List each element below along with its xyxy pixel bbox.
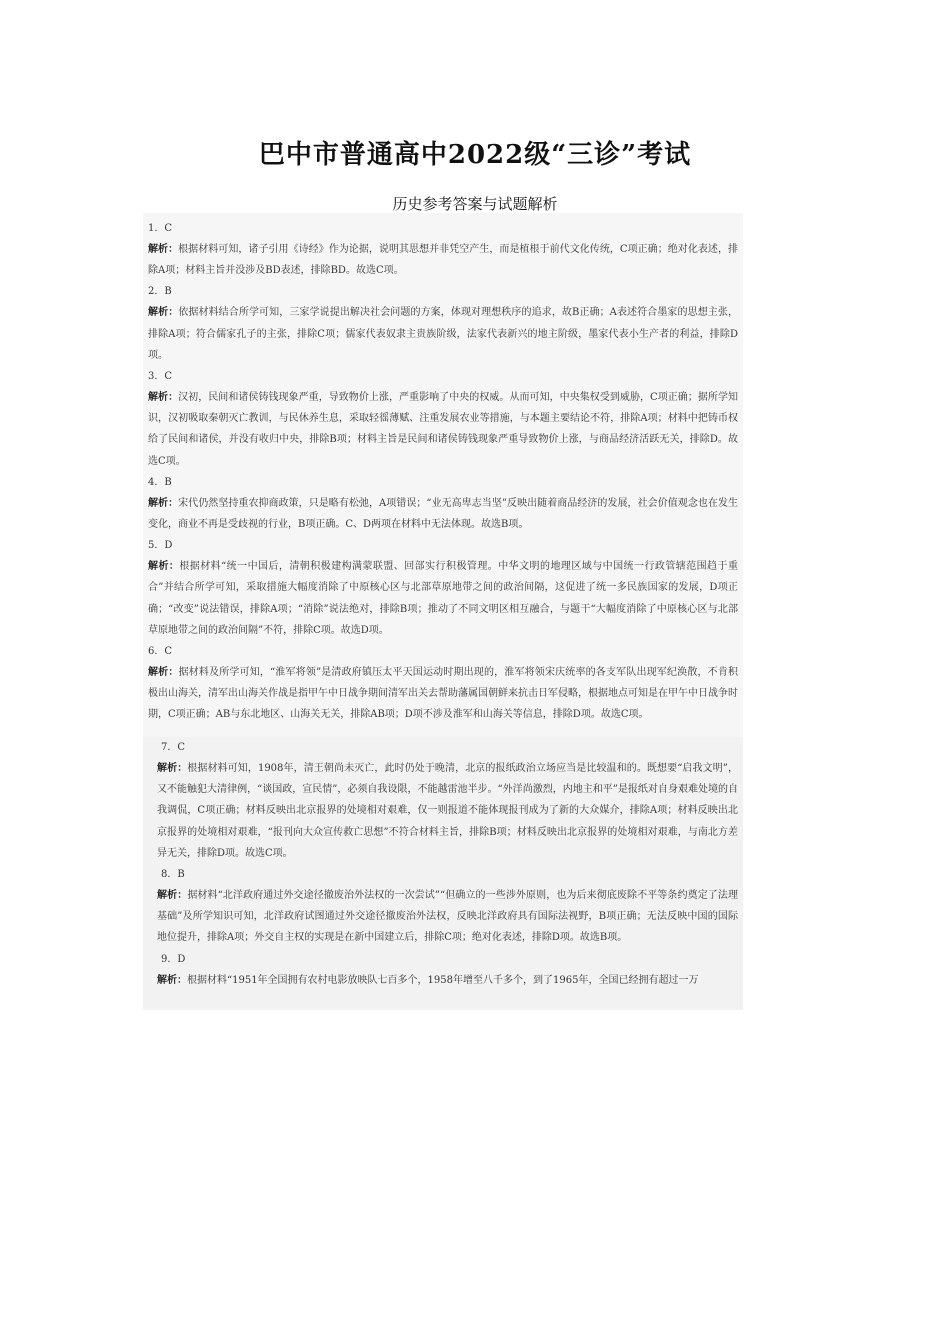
answer-number: 9．D [161,953,186,965]
answer-number: 2．B [148,286,172,298]
answer-explanation: 解析：根据材料可知，1908年，清王朝尚未灭亡，此时仍处于晚清，北京的报纸政治立场应当是比较温和的。既想要“启我文明”，又不能触犯大清律例，“谈国政，宣民情”，必须自我设限，不能越雷池半步。“外洋尚激烈，内地主和平”是报纸对自身艰难处境的自我调侃，C项正确；材料反映出北京报界的处境相对艰难，仅一则报道不能体现报刊成为了新的大众媒介，排除A项；材料反映出北京报界的处境相对艰难，“报刊向大众宣传救亡思想”不符合材料主旨，排除B项；材料反映出北京报界的处境相对艰难，与南北方差异无关，排除D项。故选C项。 [157,763,738,859]
page-subtitle: 历史参考答案与试题解析 [392,195,558,213]
answer-number: 5．D [148,540,173,552]
answer-number: 3．C [148,371,173,383]
answer-scan-block-2 [143,737,743,1010]
answer-explanation: 解析：据材料及所学可知，“淮军将领”是清政府镇压太平天国运动时期出现的，淮军将领宋庆统率的各支军队出现军纪涣散，不肯积极出山海关，清军出山海关作战是指甲午中日战争期间清军出关去帮助藩属国朝鲜来抗击日军侵略，根据地点可知是在甲午中日战争时期，C项正确；AB与东北地区、山海关无关，排除AB项；D项不涉及淮军和山海关等信息，排除D项。故选C项。 [148,667,738,721]
answer-explanation: 解析：宋代仍然坚持重农抑商政策，只是略有松弛，A项错误；“业无高卑志当坚”反映出随着商品经济的发展，社会价值观念也在发生变化，商业不再是受歧视的行业，B项正确。C、D两项在材料中无法体现。故选B项。 [148,497,739,531]
answer-number: 8．B [161,869,185,881]
answer-explanation: 解析：依据材料结合所学可知，三家学说提出解决社会问题的方案，体现对理想秩序的追求，故B正确；A表述符合墨家的思想主张，排除A项；符合儒家孔子的主张，排除C项；儒家代表奴隶主贵族阶级，法家代表新兴的地主阶级，墨家代表小生产者的利益，排除D项。 [148,307,739,361]
answer-number: 6．C [148,646,173,658]
answer-number: 1．C [148,223,173,234]
answer-explanation: 解析：根据材料可知，诸子引用《诗经》作为论据，说明其思想并非凭空产生，而是植根于前代文化传统，C项正确；绝对化表述，排除A项；材料主旨并没涉及BD表述，排除BD。故选C项。 [148,244,738,277]
answer-number: 7．C [161,742,186,753]
answer-explanation: 解析：据材料“北洋政府通过外交途径撤废治外法权的一次尝试”“但确立的一些涉外原则，也为后来彻底废除不平等条约奠定了法理基础”及所学知识可知，北洋政府试图通过外交途径撤废治外法权，反映北洋政府具有国际法视野，B项正确；无法反映中国的国际地位提升，排除A项；外交自主权的实现是在新中国建立后，排除C项；绝对化表述，排除D项。故选B项。 [157,890,739,944]
answer-scan-block-1 [143,213,743,743]
answer-explanation: 解析：汉初，民间和诸侯铸钱现象严重，导致物价上涨，严重影响了中央的权威。从而可知，中央集权受到威胁，C项正确；据所学知识，汉初吸取秦朝灭亡教训，与民休养生息，采取轻徭薄赋、注重发展农业等措施，与本题主要结论不符，排除A项；材料中把铸币权给了民间和诸侯，并没有收归中央，排除B项；材料主旨是民间和诸侯铸钱现象严重导致物价上涨，与商品经济活跃无关，排除D。故选C项。 [148,392,738,467]
answer-number: 4．B [148,476,172,488]
answer-explanation: 解析：根据材料“1951年全国拥有农村电影放映队七百多个，1958年增至八千多个，到了1965年，全国已经拥有超过一万 [157,974,699,986]
page-title: 巴中市普通高中2022级“三诊”考试 [258,140,692,170]
answer-explanation: 解析：根据材料“统一中国后，清朝积极建构满蒙联盟、回部实行积极管理。中华文明的地理区域与中国统一行政管辖范围趋于重合”并结合所学可知，采取措施大幅度消除了中原核心区与北部草原地带之间的政治间隔，这促进了统一多民族国家的发展，D项正确；“改变”说法错误，排除A项；“消除”说法绝对，排除B项；推动了不同文明区相互融合，与题干“大幅度消除了中原核心区与北部草原地带之间的政治间隔”不符，排除C项。故选D项。 [148,561,738,636]
